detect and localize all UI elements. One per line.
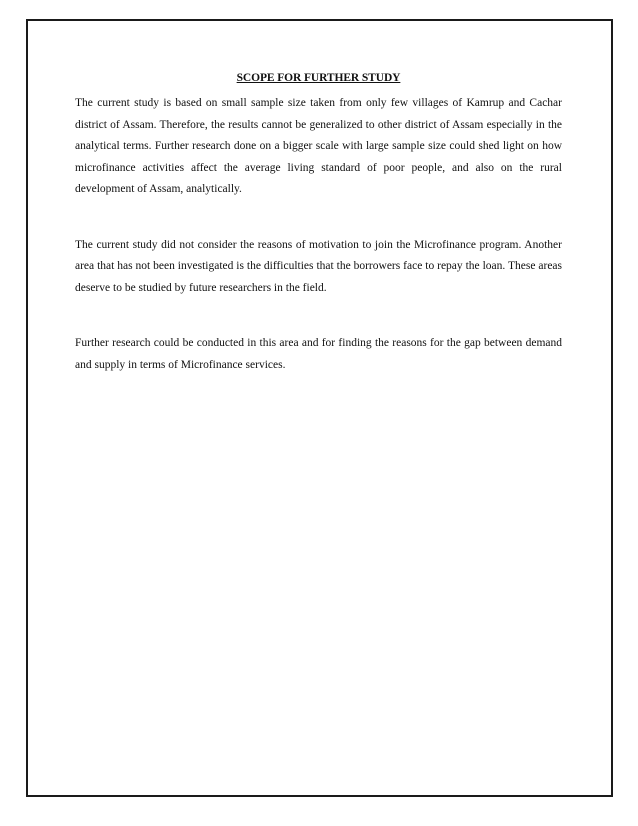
paragraph-sample-size: The current study is based on small sample size taken from only few villages of Kamrup and Cachar district of Assam. Therefore, the results cannot be generalized to other district of Assam especially in the analytical terms. Further research done on a bigger scale with large sample size could shed light on how microfinance activities affect the average living standard of poor people, and also on the rural development of Assam, analytically. — [75, 97, 562, 195]
paragraph-demand-supply: Further research could be conducted in this area and for finding the reasons for the gap between demand and supply in terms of Microfinance services. — [75, 337, 562, 371]
paragraph-motivation: The current study did not consider the reasons of motivation to join the Microfinance program. Another area that has not been investigated is the difficulties that the borrowers face to repay the loan. These areas deserve to be studied by future researchers in the field. — [75, 238, 562, 294]
document-body — [75, 72, 562, 376]
section-heading: SCOPE FOR FURTHER STUDY — [236, 72, 401, 84]
